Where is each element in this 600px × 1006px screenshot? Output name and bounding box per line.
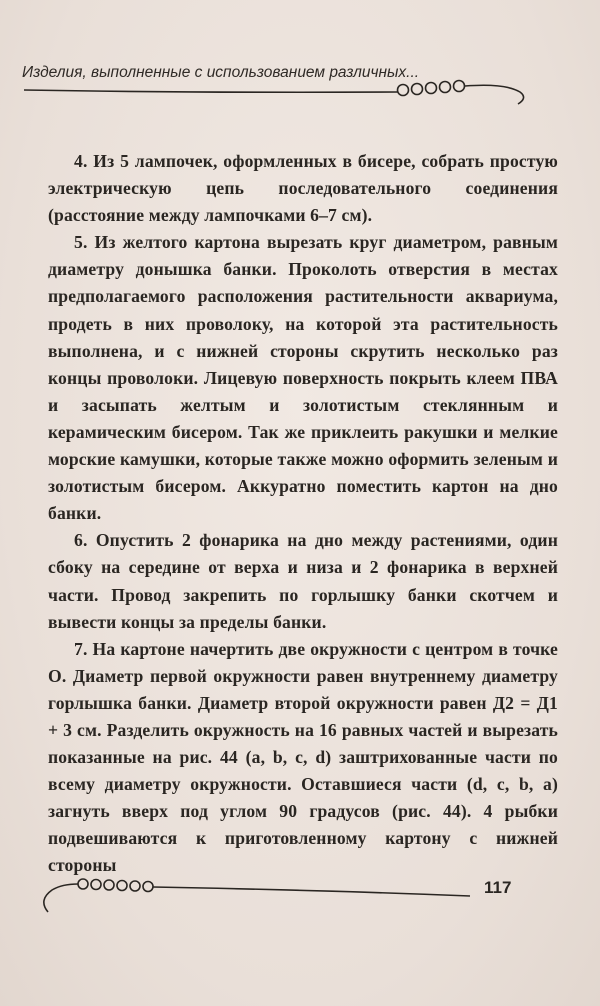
paragraph-step-7: 7. На картоне начертить две окружности с центром в точке О. Диаметр первой окружности равен внутреннему диаметру горлышка банки. Диаметр второй окружности равен Д2 = Д1 + 3 см. Разделить окружность на 16 равных частей и вырезать показанные на рис. 44 (a, b, c, d) заштрихованные части по всему диаметру окружности. Оставшиеся части (d, c, b, a) загнуть вверх под углом 90 градусов (рис. 44). 4 рыбки подвешиваются к приготовленному картону с нижней стороны xyxy=(48,638,558,876)
header-bead-ornament xyxy=(24,81,524,105)
paragraph-step-5: 5. Из желтого картона вырезать круг диаметром, равным диаметру донышка банки. Проколоть отверстия в местах предполагаемого расположения растительности аквариума, продеть в них проволоку, на которой эта растительность выполнена, и с нижней стороны скрутить несколько раз концы проволоки. Лицевую поверхность покрыть клеем ПВА и засыпать желтым и золотистым стеклянным и керамическим бисером. Так же приклеить ракушки и мелкие морские камушки, которые также можно оформить зеленым и золотистым бисером. Аккуратно поместить картон на дно банки. xyxy=(48,232,558,524)
paragraph-step-6: 6. Опустить 2 фонарика на дно между растениями, один сбоку на середине от верха и низа и 2 фонарика в верхней части. Провод закрепить по горлышку банки скотчем и вывести концы за пределы банки. xyxy=(48,530,558,632)
paragraph-step-4: 4. Из 5 лампочек, оформленных в бисере, собрать простую электрическую цепь последовательного соединения (расстояние между лампочками 6–7 см). xyxy=(48,151,558,226)
running-head: Изделия, выполненные с использованием различных... xyxy=(22,64,420,81)
body-text xyxy=(48,148,558,880)
footer-bead-ornament xyxy=(44,879,470,912)
page-number: 117 xyxy=(484,878,512,897)
